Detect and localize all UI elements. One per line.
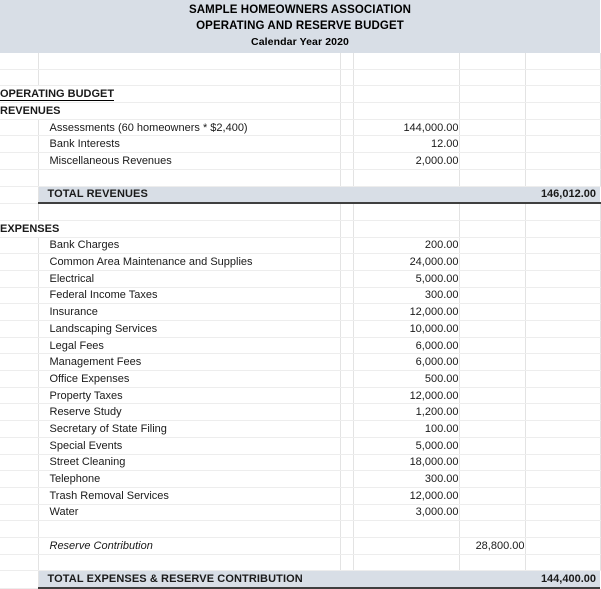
- line-item-amount: 24,000.00: [353, 254, 459, 271]
- line-item-amount: 100.00: [353, 421, 459, 438]
- cell: [38, 169, 340, 186]
- cell: [0, 487, 38, 504]
- cell: [340, 437, 353, 454]
- blank-row: [0, 169, 600, 186]
- cell: [340, 220, 353, 237]
- cell: [340, 186, 353, 203]
- cell: [459, 437, 525, 454]
- cell: [525, 354, 600, 371]
- cell: [0, 153, 38, 170]
- cell: [340, 454, 353, 471]
- line-item-amount: 12,000.00: [353, 487, 459, 504]
- cell: [340, 337, 353, 354]
- cell: [525, 454, 600, 471]
- expenses-heading: [0, 220, 600, 237]
- cell: [459, 337, 525, 354]
- line-item-row: [0, 354, 600, 371]
- line-item-row: [0, 421, 600, 438]
- cell: [459, 571, 525, 588]
- cell: [340, 321, 353, 338]
- title-line-1: SAMPLE HOMEOWNERS ASSOCIATION: [188, 4, 412, 16]
- cell: [459, 169, 525, 186]
- cell: [459, 153, 525, 170]
- cell: [0, 554, 38, 571]
- cell: [353, 169, 459, 186]
- cell: [340, 119, 353, 136]
- blank-row: [0, 521, 600, 538]
- cell: [0, 237, 38, 254]
- line-item-row: [0, 471, 600, 488]
- cell: [459, 521, 525, 538]
- line-item-amount: 6,000.00: [353, 354, 459, 371]
- line-item-row: [0, 321, 600, 338]
- cell: [459, 53, 525, 69]
- cell: [0, 119, 38, 136]
- cell: [525, 169, 600, 186]
- cell: [340, 521, 353, 538]
- cell: [525, 270, 600, 287]
- cell: [0, 186, 38, 203]
- cell: [0, 454, 38, 471]
- cell: [340, 354, 353, 371]
- blank-row: [0, 554, 600, 571]
- cell: [459, 487, 525, 504]
- line-item-amount: 18,000.00: [353, 454, 459, 471]
- cell: [340, 69, 353, 86]
- cell: [353, 186, 459, 203]
- blank-row: [0, 69, 600, 86]
- cell: [0, 337, 38, 354]
- total-expenses-row-amount: 144,400.00: [525, 571, 600, 588]
- line-item-amount: 3,000.00: [353, 504, 459, 521]
- line-item-label: Landscaping Services: [38, 321, 340, 338]
- revenues-heading-cell: REVENUES: [0, 103, 340, 120]
- cell: [0, 287, 38, 304]
- cell: [353, 203, 459, 220]
- line-item-row: [0, 270, 600, 287]
- cell: [0, 537, 38, 554]
- line-item-row: [0, 437, 600, 454]
- line-item-amount: 2,000.00: [353, 153, 459, 170]
- blank-row: [0, 203, 600, 220]
- cell: [340, 203, 353, 220]
- cell: [525, 203, 600, 220]
- cell: [525, 437, 600, 454]
- line-item-row: [0, 119, 600, 136]
- line-item-label: Secretary of State Filing: [38, 421, 340, 438]
- cell: [353, 220, 459, 237]
- cell: [459, 371, 525, 388]
- total-revenues-row: [0, 186, 600, 203]
- line-item-row: [0, 454, 600, 471]
- cell: [525, 404, 600, 421]
- cell: [459, 404, 525, 421]
- cell: [0, 53, 38, 69]
- operating-budget-heading: [0, 86, 600, 103]
- line-item-row: [0, 537, 600, 554]
- cell: [525, 53, 600, 69]
- cell: [38, 53, 340, 69]
- cell: [525, 554, 600, 571]
- cell: [0, 471, 38, 488]
- cell: [525, 371, 600, 388]
- line-item-amount: 12.00: [353, 136, 459, 153]
- line-item-label: Assessments (60 homeowners * $2,400): [38, 119, 340, 136]
- operating-budget-heading-label: OPERATING BUDGET: [0, 87, 115, 100]
- cell: [340, 571, 353, 588]
- line-item-amount: 12,000.00: [353, 304, 459, 321]
- cell: [459, 270, 525, 287]
- cell: [525, 487, 600, 504]
- cell: [459, 186, 525, 203]
- cell: [340, 86, 353, 103]
- cell: [525, 321, 600, 338]
- cell: [525, 69, 600, 86]
- cell: [340, 371, 353, 388]
- cell: [0, 270, 38, 287]
- line-item-row: [0, 287, 600, 304]
- line-item-amount: 6,000.00: [353, 337, 459, 354]
- cell: [340, 554, 353, 571]
- line-item-label: Insurance: [38, 304, 340, 321]
- line-item-label: Reserve Study: [38, 404, 340, 421]
- cell: [340, 136, 353, 153]
- line-item-row: [0, 504, 600, 521]
- cell: [525, 119, 600, 136]
- cell: [340, 153, 353, 170]
- title-line-2: OPERATING AND RESERVE BUDGET: [196, 20, 404, 32]
- cell: [340, 254, 353, 271]
- cell: [353, 554, 459, 571]
- title-line-3: Calendar Year 2020: [251, 36, 349, 48]
- total-revenues-row-amount: 146,012.00: [525, 186, 600, 203]
- line-item-row: [0, 304, 600, 321]
- cell: [340, 287, 353, 304]
- cell: [525, 421, 600, 438]
- cell: [353, 537, 459, 554]
- cell: [525, 337, 600, 354]
- cell: [459, 220, 525, 237]
- cell: [525, 504, 600, 521]
- cell: [0, 321, 38, 338]
- document-title-band: [0, 0, 600, 53]
- cell: [459, 136, 525, 153]
- line-item-label: Bank Charges: [38, 237, 340, 254]
- cell: [525, 287, 600, 304]
- revenues-heading: [0, 103, 600, 120]
- cell: [0, 387, 38, 404]
- cell: [0, 371, 38, 388]
- cell: [0, 304, 38, 321]
- cell: [0, 136, 38, 153]
- operating-budget-heading-cell: [0, 86, 340, 103]
- line-item-label: Management Fees: [38, 354, 340, 371]
- cell: [340, 487, 353, 504]
- cell: [0, 254, 38, 271]
- line-item-label: Common Area Maintenance and Supplies: [38, 254, 340, 271]
- line-item-amount: 1,200.00: [353, 404, 459, 421]
- cell: [353, 521, 459, 538]
- cell: [459, 119, 525, 136]
- cell: [353, 53, 459, 69]
- cell: [340, 404, 353, 421]
- line-item-row: [0, 487, 600, 504]
- cell: [0, 504, 38, 521]
- total-revenues-row-label: TOTAL REVENUES: [38, 186, 340, 203]
- cell: [340, 53, 353, 69]
- line-item-label: Federal Income Taxes: [38, 287, 340, 304]
- cell: [340, 471, 353, 488]
- line-item-amount: 500.00: [353, 371, 459, 388]
- total-expenses-row: [0, 571, 600, 588]
- line-item-label: Special Events: [38, 437, 340, 454]
- cell: [340, 304, 353, 321]
- line-item-amount: 5,000.00: [353, 437, 459, 454]
- line-item-amount: 200.00: [353, 237, 459, 254]
- line-item-label: Legal Fees: [38, 337, 340, 354]
- cell: [459, 69, 525, 86]
- line-item-label: Electrical: [38, 270, 340, 287]
- cell: [459, 237, 525, 254]
- line-item-label: Water: [38, 504, 340, 521]
- cell: [459, 103, 525, 120]
- line-item-amount: 5,000.00: [353, 270, 459, 287]
- line-item-amount: 300.00: [353, 471, 459, 488]
- line-item-row: [0, 337, 600, 354]
- cell: [459, 554, 525, 571]
- cell: [459, 454, 525, 471]
- cell: [525, 103, 600, 120]
- cell: [353, 571, 459, 588]
- line-item-row: [0, 237, 600, 254]
- cell: [0, 437, 38, 454]
- line-item-row: [0, 371, 600, 388]
- cell: [0, 354, 38, 371]
- cell: [525, 136, 600, 153]
- cell: [340, 537, 353, 554]
- cell: [459, 421, 525, 438]
- line-item-amount: 12,000.00: [353, 387, 459, 404]
- cell: [525, 471, 600, 488]
- cell: [459, 504, 525, 521]
- cell: [525, 254, 600, 271]
- cell: [0, 169, 38, 186]
- line-item-row: [0, 136, 600, 153]
- cell: [340, 237, 353, 254]
- cell: [340, 504, 353, 521]
- cell: [459, 387, 525, 404]
- cell: [38, 521, 340, 538]
- line-item-row: [0, 387, 600, 404]
- cell: [353, 69, 459, 86]
- cell: [340, 387, 353, 404]
- cell: [525, 220, 600, 237]
- cell: [459, 304, 525, 321]
- cell: [0, 421, 38, 438]
- line-item-amount: 28,800.00: [459, 537, 525, 554]
- line-item-label: Street Cleaning: [38, 454, 340, 471]
- blank-row: [0, 53, 600, 69]
- cell: [459, 321, 525, 338]
- cell: [525, 86, 600, 103]
- cell: [340, 421, 353, 438]
- cell: [340, 169, 353, 186]
- cell: [525, 387, 600, 404]
- cell: [459, 86, 525, 103]
- expenses-heading-cell: EXPENSES: [0, 220, 340, 237]
- cell: [353, 86, 459, 103]
- line-item-label: Telephone: [38, 471, 340, 488]
- cell: [525, 537, 600, 554]
- cell: [0, 521, 38, 538]
- cell: [459, 287, 525, 304]
- line-item-label: Property Taxes: [38, 387, 340, 404]
- cell: [459, 254, 525, 271]
- line-item-row: [0, 153, 600, 170]
- line-item-label: Bank Interests: [38, 136, 340, 153]
- cell: [340, 270, 353, 287]
- cell: [0, 69, 38, 86]
- cell: [38, 554, 340, 571]
- cell: [0, 571, 38, 588]
- line-item-label: Reserve Contribution: [38, 537, 340, 554]
- cell: [340, 103, 353, 120]
- cell: [0, 203, 38, 220]
- total-expenses-row-label: TOTAL EXPENSES & RESERVE CONTRIBUTION: [38, 571, 340, 588]
- line-item-label: Miscellaneous Revenues: [38, 153, 340, 170]
- line-item-row: [0, 404, 600, 421]
- cell: [353, 103, 459, 120]
- budget-grid: [0, 53, 601, 589]
- line-item-amount: 144,000.00: [353, 119, 459, 136]
- cell: [459, 354, 525, 371]
- line-item-label: Office Expenses: [38, 371, 340, 388]
- cell: [525, 237, 600, 254]
- cell: [459, 203, 525, 220]
- cell: [525, 153, 600, 170]
- line-item-row: [0, 254, 600, 271]
- cell: [38, 203, 340, 220]
- cell: [459, 471, 525, 488]
- cell: [525, 521, 600, 538]
- cell: [0, 404, 38, 421]
- line-item-amount: 10,000.00: [353, 321, 459, 338]
- line-item-label: Trash Removal Services: [38, 487, 340, 504]
- cell: [525, 304, 600, 321]
- line-item-amount: 300.00: [353, 287, 459, 304]
- cell: [38, 69, 340, 86]
